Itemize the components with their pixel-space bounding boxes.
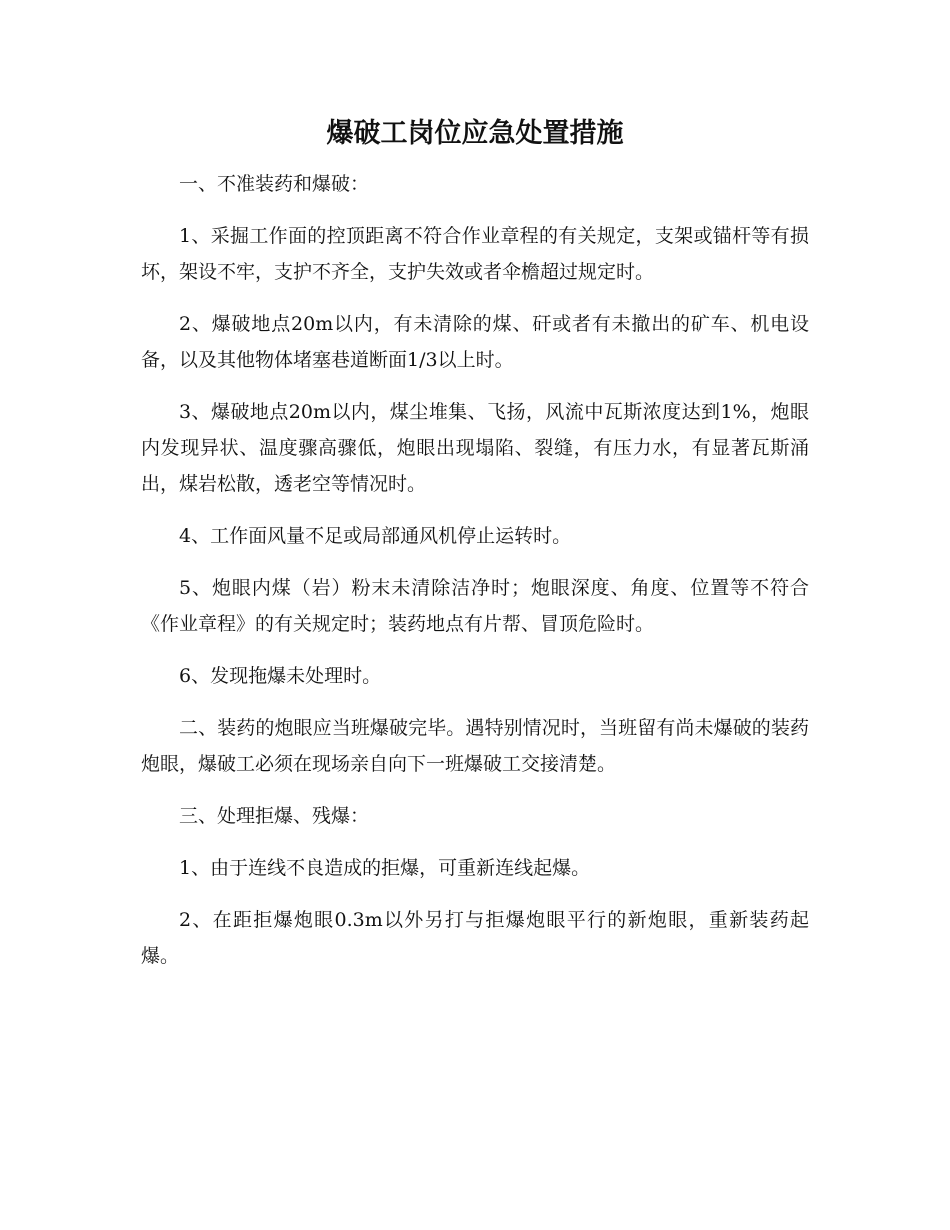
paragraph-heading-1: 一、不准装药和爆破： bbox=[179, 173, 370, 195]
document-body bbox=[141, 166, 809, 990]
paragraph-item-6: 6、发现拖爆未处理时。 bbox=[179, 665, 382, 687]
paragraph-item-3: 3、爆破地点20m以内，煤尘堆集、飞扬，风流中瓦斯浓度达到1%，炮眼内发现异状、温度骤高骤低，炮眼出现塌陷、裂缝，有压力水，有显著瓦斯涌出，煤岩松散，透老空等情况时。 bbox=[141, 401, 809, 495]
paragraph-item-5: 5、炮眼内煤（岩）粉末未清除洁净时；炮眼深度、角度、位置等不符合《作业章程》的有关规定时；装药地点有片帮、冒顶危险时。 bbox=[141, 577, 809, 635]
paragraph-item-1: 1、采掘工作面的控顶距离不符合作业章程的有关规定，支架或锚杆等有损坏，架设不牢，支护不齐全，支护失效或者伞檐超过规定时。 bbox=[141, 225, 809, 283]
document-title: 爆破工岗位应急处置措施 bbox=[326, 118, 624, 149]
paragraph-item-4: 4、工作面风量不足或局部通风机停止运转时。 bbox=[179, 525, 572, 547]
paragraph-heading-2: 二、装药的炮眼应当班爆破完毕。遇特别情况时，当班留有尚未爆破的装药炮眼，爆破工必须在现场亲自向下一班爆破工交接清楚。 bbox=[141, 717, 809, 775]
paragraph-sub-item-1: 1、由于连线不良造成的拒爆，可重新连线起爆。 bbox=[179, 857, 591, 879]
paragraph-item-2: 2、爆破地点20m以内，有未清除的煤、矸或者有未撤出的矿车、机电设备，以及其他物体堵塞巷道断面1/3以上时。 bbox=[141, 313, 809, 371]
paragraph-heading-3: 三、处理拒爆、残爆： bbox=[179, 805, 370, 827]
paragraph-sub-item-2: 2、在距拒爆炮眼0.3m以外另打与拒爆炮眼平行的新炮眼，重新装药起爆。 bbox=[141, 909, 809, 967]
